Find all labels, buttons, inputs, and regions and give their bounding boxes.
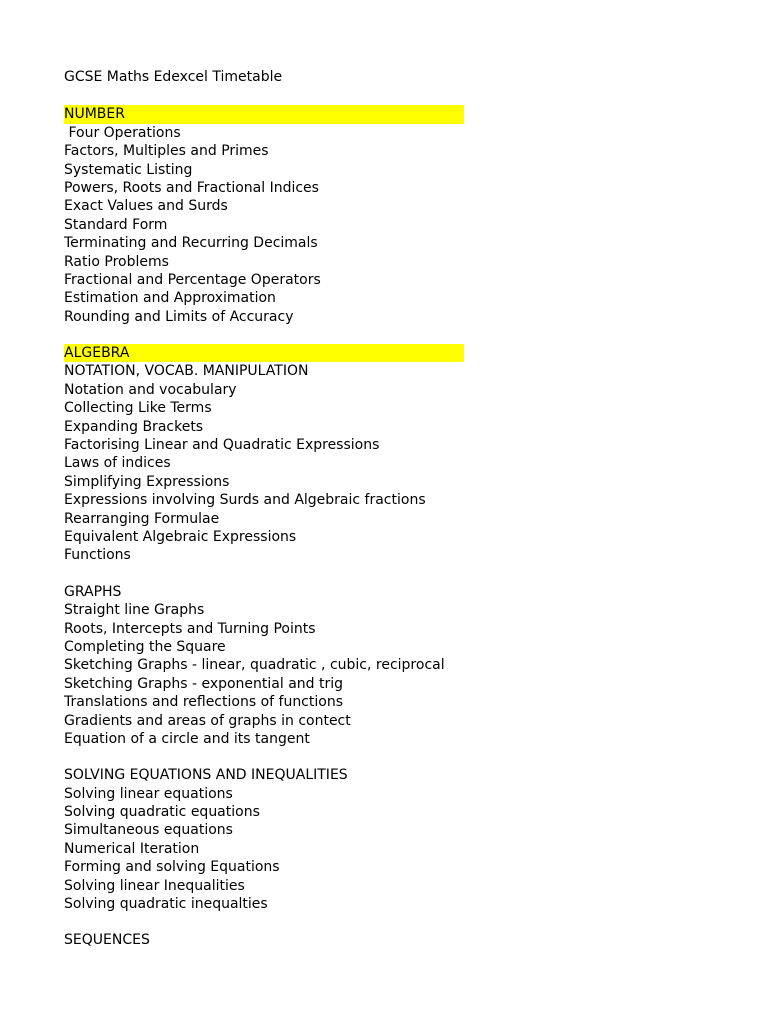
list-item: Laws of indices <box>64 455 171 472</box>
spacer <box>64 565 464 583</box>
list-item: Sketching Graphs - exponential and trig <box>64 675 344 692</box>
list-item: Rearranging Formulae <box>64 510 220 527</box>
list-item: NOTATION, VOCAB. MANIPULATION <box>64 363 309 380</box>
spacer <box>64 326 464 344</box>
section-graphs <box>64 583 464 749</box>
list-item: Simplifying Expressions <box>64 473 230 490</box>
list-item: Systematic Listing <box>64 161 193 178</box>
section-algebra <box>64 344 464 565</box>
list-item: Straight line Graphs <box>64 602 205 619</box>
spacer <box>64 748 464 766</box>
list-item: Numerical Iteration <box>64 840 200 857</box>
list-item: Forming and solving Equations <box>64 859 280 876</box>
list-item: Rounding and Limits of Accuracy <box>64 308 294 325</box>
section-number <box>64 105 464 326</box>
section-solving <box>64 766 464 913</box>
list-item: Ratio Problems <box>64 253 169 270</box>
list-item: Standard Form <box>64 216 168 233</box>
list-item: Solving quadratic inequalties <box>64 896 268 913</box>
section-heading-number: NUMBER <box>64 105 464 123</box>
list-item: Powers, Roots and Fractional Indices <box>64 179 319 196</box>
list-item: Fractional and Percentage Operators <box>64 271 321 288</box>
list-item: Completing the Square <box>64 638 226 655</box>
list-item: Estimation and Approximation <box>64 290 276 307</box>
list-item: Simultaneous equations <box>64 822 233 839</box>
list-item: Four Operations <box>64 124 181 141</box>
section-heading-solving: SOLVING EQUATIONS AND INEQUALITIES <box>64 767 348 784</box>
page-title: GCSE Maths Edexcel Timetable <box>64 69 283 85</box>
list-item: Exact Values and Surds <box>64 198 228 215</box>
section-heading-graphs: GRAPHS <box>64 583 122 600</box>
list-item: Roots, Intercepts and Turning Points <box>64 620 316 637</box>
list-item: Factorising Linear and Quadratic Expressions <box>64 437 380 454</box>
document-body <box>64 68 464 950</box>
list-item: Sketching Graphs - linear, quadratic , cubic, reciprocal <box>64 657 445 674</box>
spacer <box>64 913 464 931</box>
section-heading-sequences: SEQUENCES <box>64 932 150 949</box>
list-item: Solving linear equations <box>64 785 233 802</box>
section-heading-algebra: ALGEBRA <box>64 344 464 362</box>
list-item: Translations and reflections of functions <box>64 694 343 711</box>
list-item: Functions <box>64 547 131 564</box>
section-sequences <box>64 931 464 949</box>
list-item: Collecting Like Terms <box>64 400 212 417</box>
list-item: Expanding Brackets <box>64 418 204 435</box>
list-item: Solving quadratic equations <box>64 804 260 821</box>
list-item: Expressions involving Surds and Algebraic fractions <box>64 492 426 509</box>
list-item: Terminating and Recurring Decimals <box>64 235 318 252</box>
spacer <box>64 86 464 105</box>
list-item: Equation of a circle and its tangent <box>64 730 310 747</box>
list-item: Equivalent Algebraic Expressions <box>64 528 297 545</box>
list-item: Notation and vocabulary <box>64 381 237 398</box>
list-item: Gradients and areas of graphs in contect <box>64 712 351 729</box>
list-item: Factors, Multiples and Primes <box>64 143 269 160</box>
list-item: Solving linear Inequalities <box>64 877 245 894</box>
